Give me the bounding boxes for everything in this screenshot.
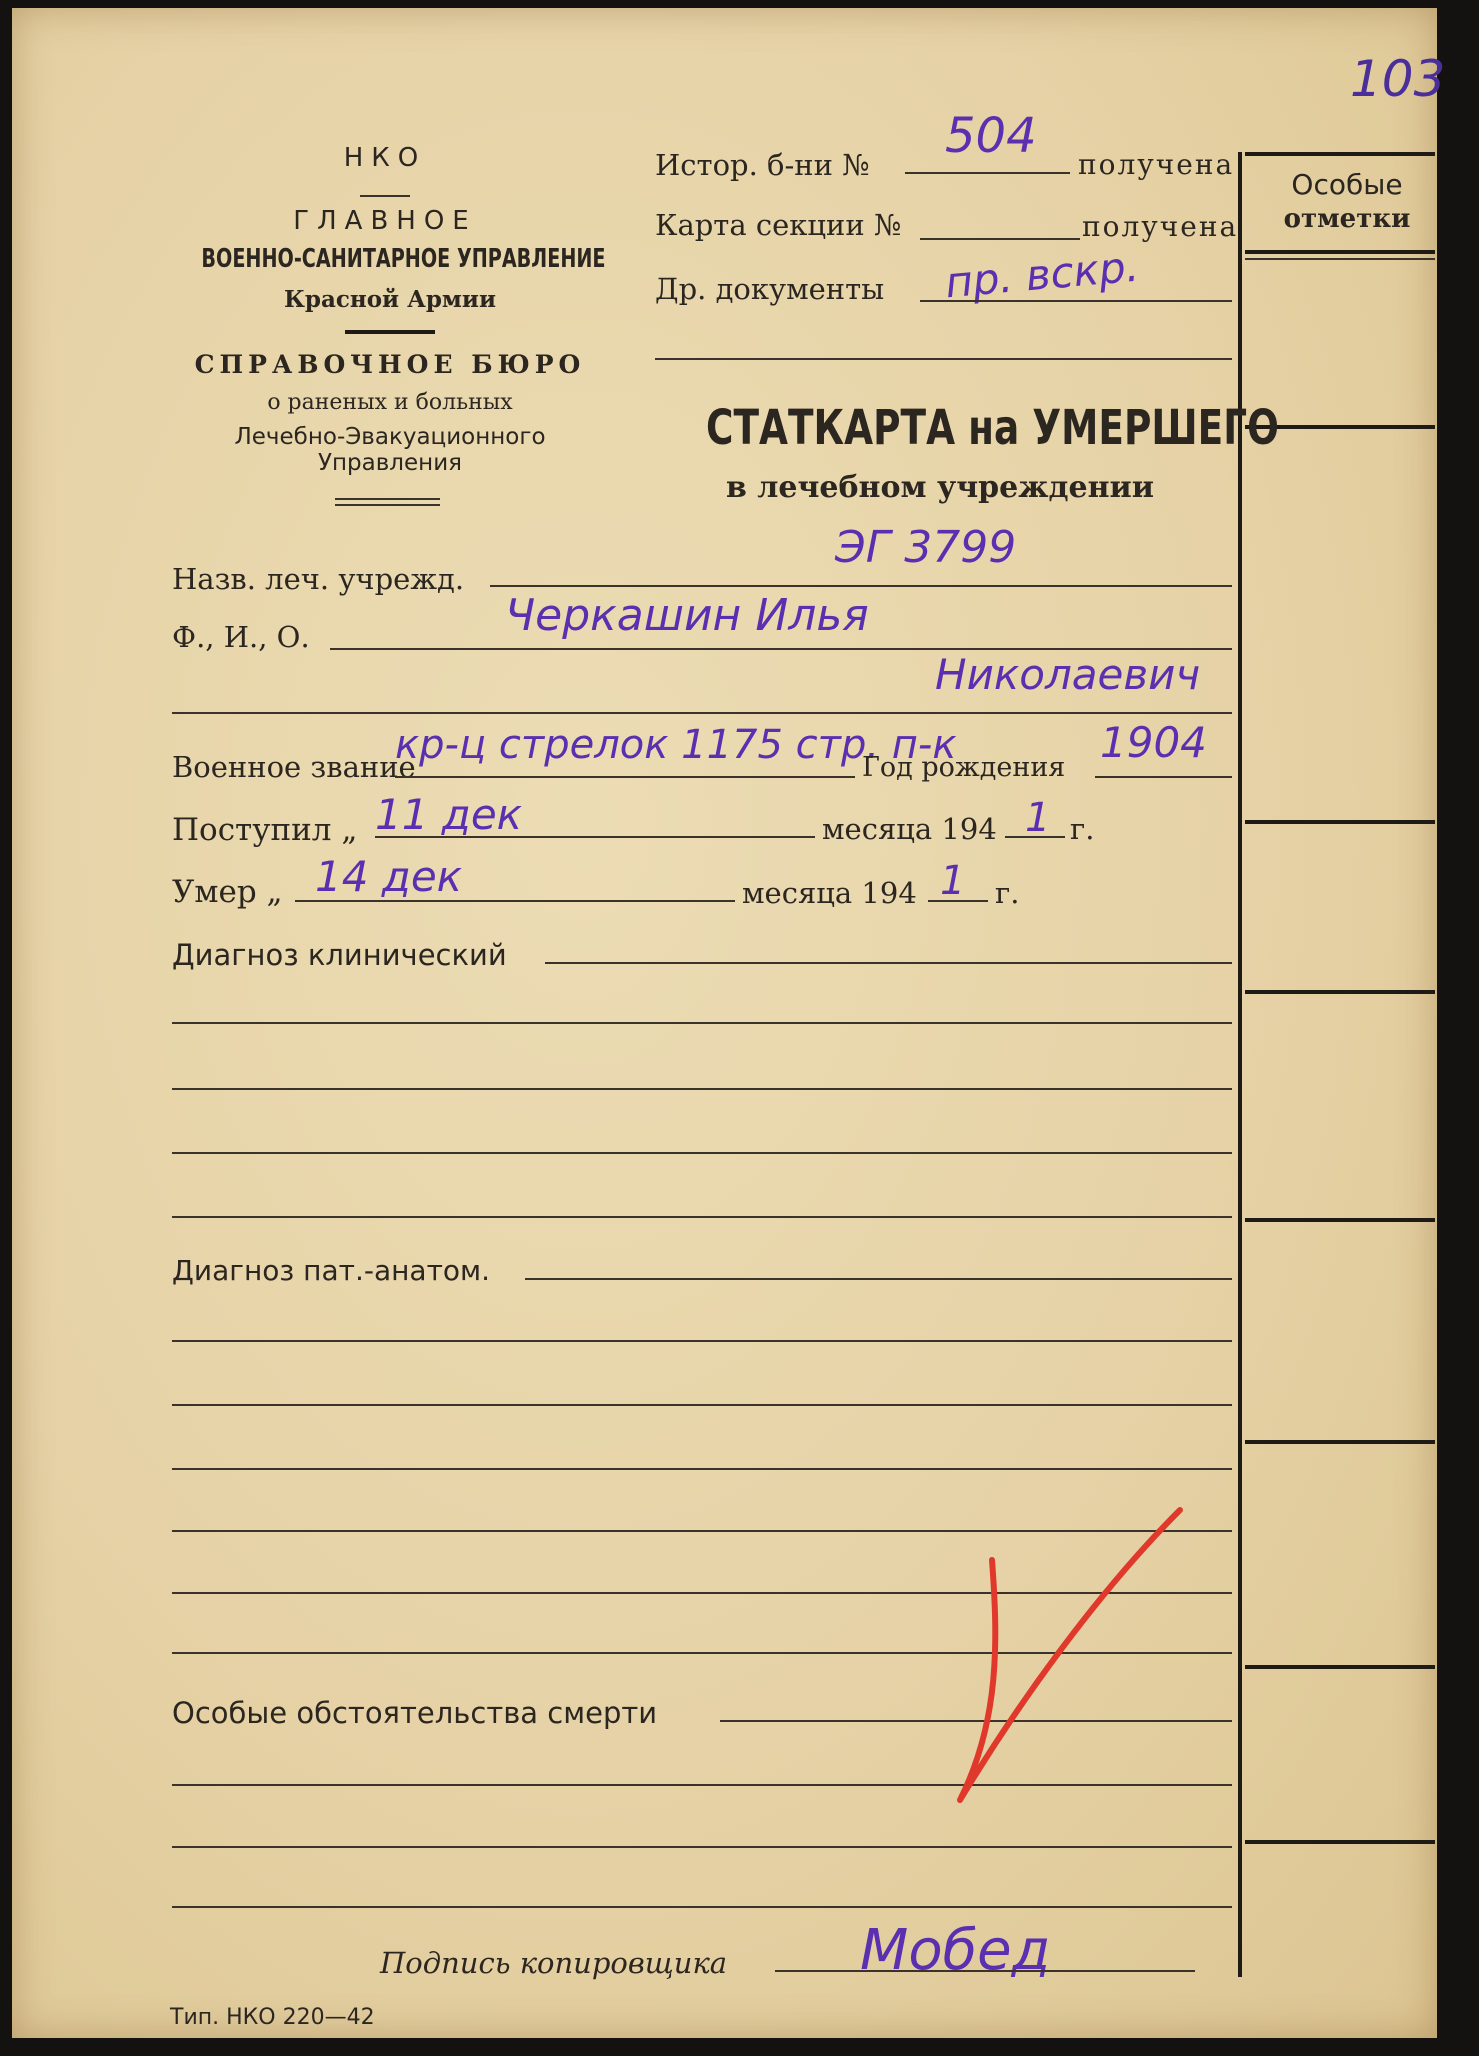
died-year-line (928, 900, 988, 902)
side-rule (1245, 990, 1435, 994)
clinical-line (172, 1088, 1232, 1090)
bureau-line4: Управления (318, 450, 462, 476)
other-docs-value: пр. вскр. (943, 241, 1141, 308)
bureau-line1: СПРАВОЧНОЕ БЮРО (194, 350, 586, 379)
other-docs-line (920, 300, 1232, 302)
circumstances-line (172, 1846, 1232, 1848)
admitted-year-line (1005, 836, 1065, 838)
admitted-value: 11 дек (375, 790, 523, 839)
side-rule (1245, 1665, 1435, 1669)
extra-line (655, 358, 1232, 360)
institution-label: Назв. леч. учрежд. (172, 562, 465, 596)
admitted-line (375, 836, 815, 838)
history-line (905, 172, 1070, 174)
divider (335, 498, 440, 500)
side-title-line2: отметки (1283, 204, 1411, 234)
side-rule (1245, 820, 1435, 824)
dept-line2: ВОЕННО-САНИТАРНОЕ УПРАВЛЕНИЕ (201, 244, 606, 274)
died-year: 1 (940, 858, 966, 904)
name-label: Ф., И., О. (172, 620, 310, 654)
died-suffix: г. (995, 876, 1020, 910)
dept-line1: ГЛАВНОЕ (293, 206, 477, 236)
clinical-line (172, 1152, 1232, 1154)
history-label: Истор. б-ни № (655, 148, 870, 182)
signature-line (775, 1970, 1195, 1972)
signature-label: Подпись копировщика (380, 1946, 728, 1980)
circumstances-label: Особые обстоятельства смерти (172, 1696, 658, 1730)
circumstances-line (172, 1906, 1232, 1908)
name-value-line1: Черкашин Илья (505, 590, 869, 641)
name-line2 (172, 712, 1232, 714)
side-rule (1245, 258, 1435, 260)
print-info: Тип. НКО 220—42 (170, 2005, 375, 2030)
clinical-line (545, 962, 1232, 964)
pathology-line (172, 1404, 1232, 1406)
side-rule (1245, 250, 1435, 254)
history-number: 504 (945, 108, 1037, 164)
died-value: 14 дек (315, 852, 463, 901)
column-top-rule (1245, 152, 1435, 156)
side-rule (1245, 1218, 1435, 1222)
birth-value: 1904 (1100, 718, 1207, 767)
rank-value: кр-ц стрелок 1175 стр. п-к (395, 722, 957, 768)
divider (345, 330, 435, 334)
died-line (295, 900, 735, 902)
dept-line3: Красной Армии (283, 286, 497, 313)
institution-line (490, 585, 1232, 587)
side-title-line1: Особые (1291, 168, 1403, 201)
org-name: НКО (343, 143, 427, 173)
birth-line (1095, 776, 1232, 778)
signature-value: Мобед (860, 1918, 1051, 1983)
form-subtitle: в лечебном учреждении (725, 470, 1155, 505)
corner-number: 103 (1350, 50, 1446, 108)
clinical-line (172, 1022, 1232, 1024)
section-label: Карта секции № (655, 208, 902, 242)
birth-label: Год рождения (862, 752, 1066, 783)
pathology-line (172, 1340, 1232, 1342)
other-docs-label: Др. документы (655, 272, 885, 306)
divider (360, 195, 410, 197)
admitted-month: месяца 194 (822, 812, 997, 846)
form-title: СТАТКАРТА на УМЕРШЕГО (706, 400, 1279, 456)
side-rule (1245, 1840, 1435, 1844)
check-mark-icon (940, 1500, 1200, 1820)
admitted-suffix: г. (1070, 812, 1095, 846)
name-value-line2: Николаевич (935, 650, 1201, 699)
clinical-diagnosis-label: Диагноз клинический (172, 938, 507, 972)
admitted-year: 1 (1025, 795, 1051, 841)
institution-value: ЭГ 3799 (835, 522, 1017, 573)
rank-label: Военное звание (172, 750, 416, 784)
section-received: получена (1082, 210, 1239, 243)
section-line (920, 238, 1080, 240)
pathology-diagnosis-label: Диагноз пат.-анатом. (172, 1254, 491, 1287)
rank-line (395, 776, 855, 778)
bureau-line2: о раненых и больных (267, 390, 513, 415)
pathology-line (172, 1468, 1232, 1470)
pathology-line (525, 1278, 1232, 1280)
died-label: Умер „ (172, 874, 283, 910)
side-rule (1245, 1440, 1435, 1444)
died-month: месяца 194 (742, 876, 917, 910)
clinical-line (172, 1216, 1232, 1218)
admitted-label: Поступил „ (172, 812, 358, 848)
bureau-line3: Лечебно-Эвакуационного (234, 424, 546, 450)
history-received: получена (1078, 148, 1235, 181)
divider (335, 504, 440, 506)
